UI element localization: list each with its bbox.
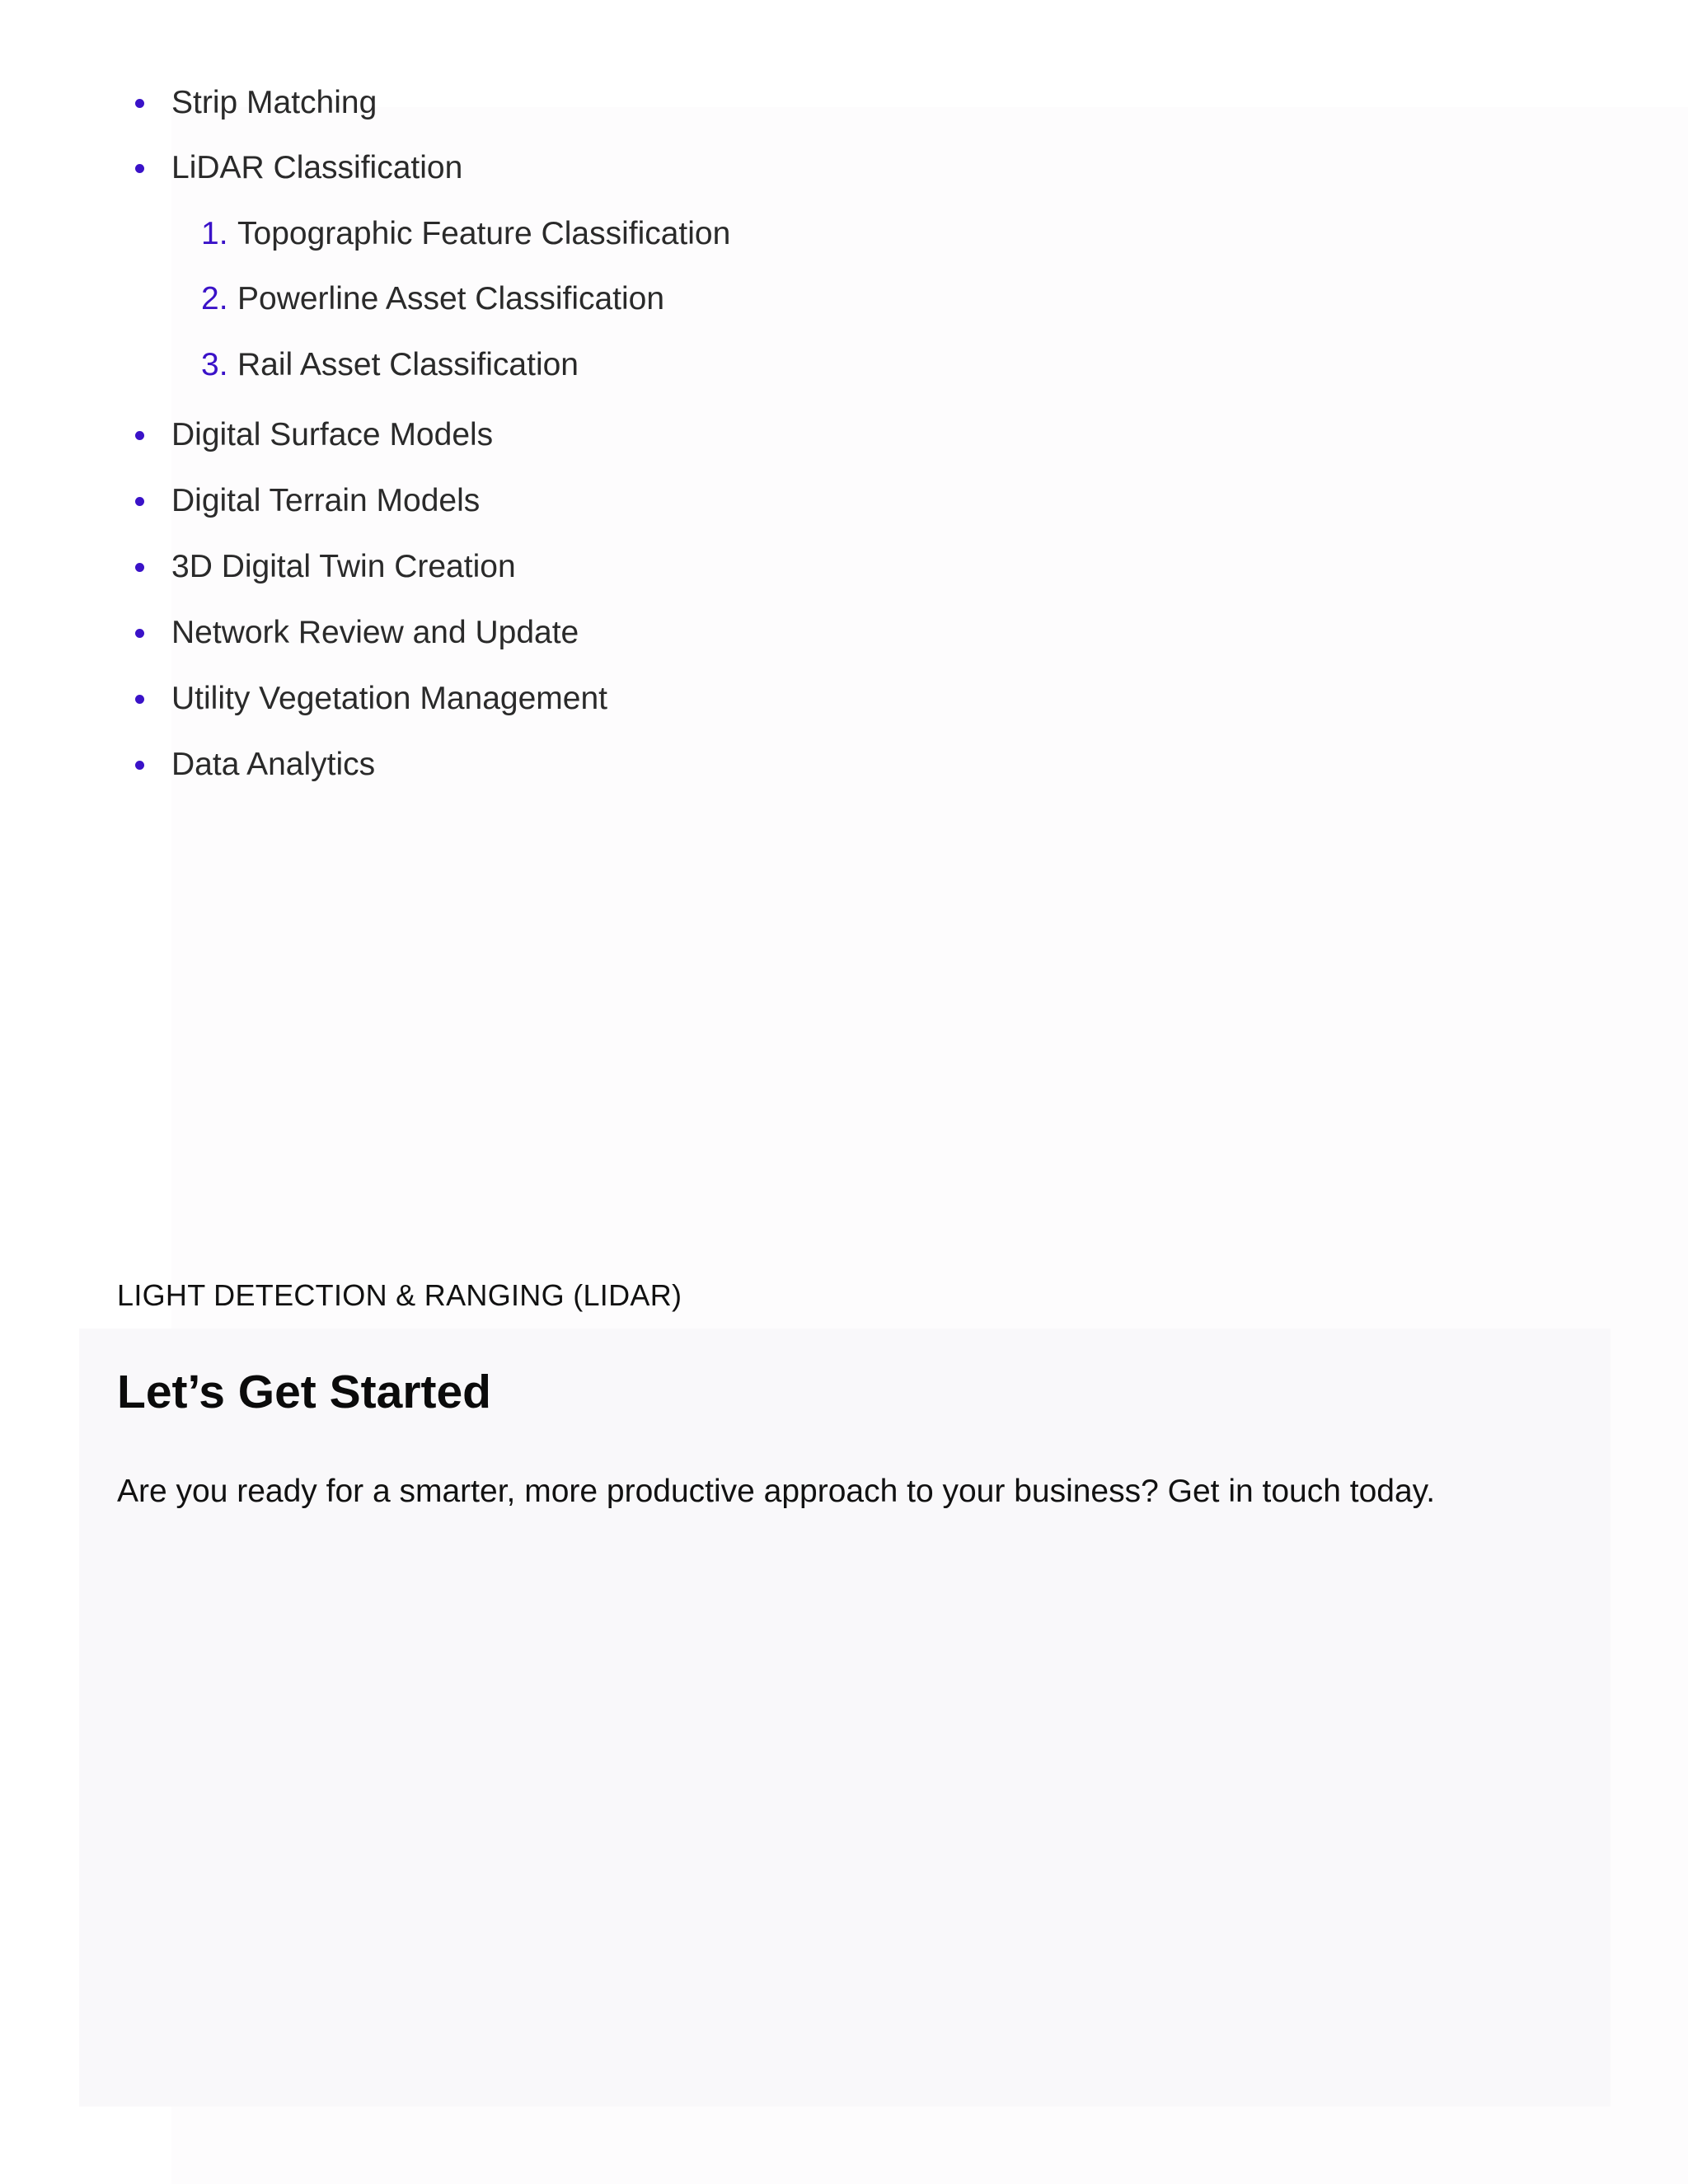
cta-panel (79, 1329, 1611, 2107)
list-item-label: Digital Terrain Models (171, 483, 481, 518)
bullet-icon (135, 695, 144, 704)
list-item-label: 3D Digital Twin Creation (171, 549, 516, 584)
bullet-icon (135, 431, 144, 440)
bullet-icon (135, 629, 144, 638)
sublist-item-label: Rail Asset Classification (237, 347, 579, 382)
bullet-icon (135, 99, 144, 108)
cta-text: Are you ready for a smarter, more productive approach to your business? Get in touch today. (117, 1474, 1436, 1509)
list-item-label: Strip Matching (171, 85, 377, 120)
bullet-icon (135, 761, 144, 770)
services-list-section (0, 0, 1688, 824)
list-item-label: Network Review and Update (171, 615, 579, 650)
cta-title: Let’s Get Started (117, 1366, 491, 1418)
list-item-label: Digital Surface Models (171, 417, 494, 452)
sublist-number: 1. (201, 216, 228, 251)
bullet-icon (135, 497, 144, 506)
list-item-label: LiDAR Classification (171, 150, 463, 185)
bullet-icon (135, 563, 144, 572)
sublist-number: 2. (201, 281, 228, 316)
sublist-number: 3. (201, 347, 228, 382)
section-label: LIGHT DETECTION & RANGING (LIDAR) (117, 1278, 682, 1312)
list-item-label: Utility Vegetation Management (171, 681, 607, 716)
bullet-icon (135, 164, 144, 173)
sublist-item-label: Powerline Asset Classification (237, 281, 665, 316)
sublist-item-label: Topographic Feature Classification (237, 216, 731, 251)
list-item-label: Data Analytics (171, 747, 376, 782)
